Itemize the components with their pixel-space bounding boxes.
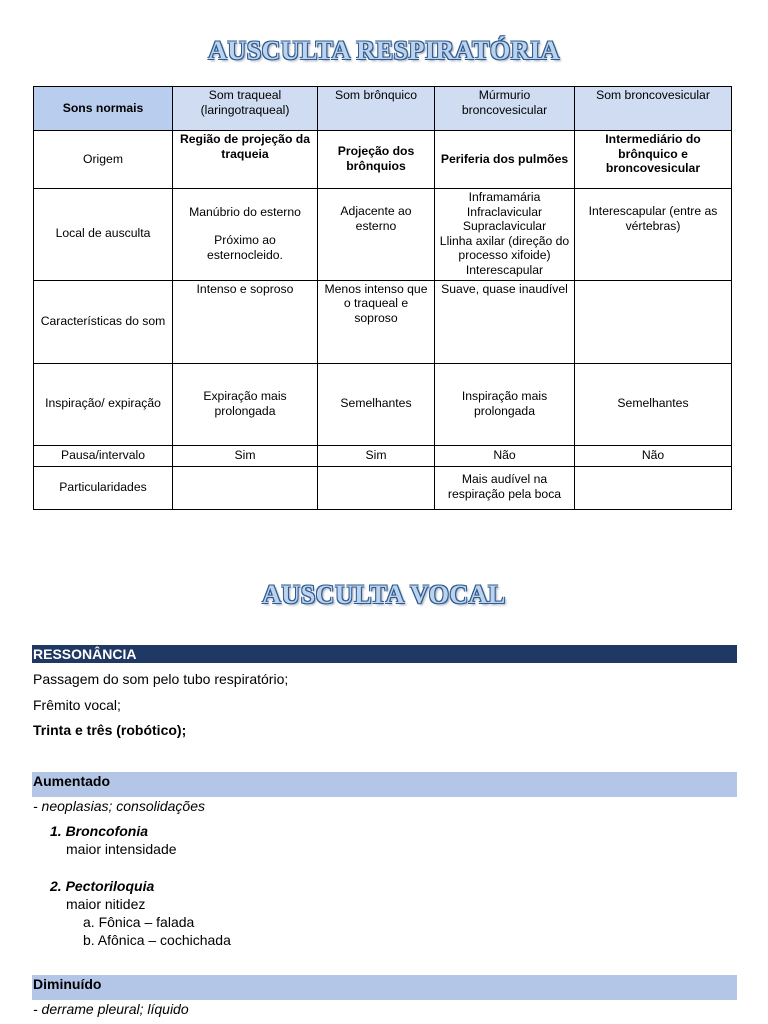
table-row <box>34 445 732 466</box>
diminuido-cause: - derrame pleural; líquido <box>33 1001 189 1017</box>
cell-pausa-2: Sim <box>318 445 435 466</box>
table-header-row <box>34 87 732 131</box>
cell-local-3-line: Interescapular <box>465 262 544 277</box>
ressonancia-line: Passagem do som pelo tubo respiratório; <box>33 671 289 687</box>
table-row <box>34 466 732 509</box>
broncofonia-desc: maior intensidade <box>66 841 177 857</box>
aumentado-cause: - neoplasias; consolidações <box>33 798 205 814</box>
row-label-origem: Origem <box>34 131 173 189</box>
cell-local-3-line: Llinha axilar (direção do processo xifoide) <box>439 233 570 263</box>
cell-local-1b: Próximo ao esternocleido. <box>207 233 283 263</box>
diminuido-heading: Diminuído <box>32 975 737 1000</box>
cell-local-2: Adjacente ao esterno <box>318 189 435 281</box>
fonica-item: a. Fônica – falada <box>83 914 195 930</box>
pectoriloquia-title: 2. Pectoriloquia <box>50 878 155 894</box>
table-row <box>34 363 732 445</box>
cell-local-3-line: Inframamária <box>468 190 541 204</box>
cell-pausa-1: Sim <box>173 445 318 466</box>
header-bronchovesicular: Som broncovesicular <box>575 87 732 131</box>
cell-particularidades-4 <box>575 466 732 509</box>
header-vesicular: Múrmurio broncovesicular <box>435 87 575 131</box>
ressonancia-line: Trinta e três (robótico); <box>33 722 187 738</box>
cell-local-3-line: Infraclavicular <box>466 204 543 219</box>
row-label-local: Local de ausculta <box>34 189 173 281</box>
row-label-caracteristicas: Características do som <box>34 280 173 363</box>
row-label-pausa: Pausa/intervalo <box>34 445 173 466</box>
cell-insp-2: Semelhantes <box>318 363 435 445</box>
cell-particularidades-1 <box>173 466 318 509</box>
cell-caracteristicas-4 <box>575 280 732 363</box>
ressonancia-line: Frêmito vocal; <box>33 697 121 713</box>
cell-origem-4: Intermediário do brônquico e broncovesicular <box>575 131 732 189</box>
cell-insp-3: Inspiração mais prolongada <box>435 363 575 445</box>
aumentado-heading: Aumentado <box>32 772 737 797</box>
header-bronchial: Som brônquico <box>318 87 435 131</box>
respiratory-title: AUSCULTA RESPIRATÓRIA <box>208 36 560 65</box>
auscultation-table <box>33 86 732 510</box>
row-label-particularidades: Particularidades <box>34 466 173 509</box>
broncofonia-title: 1. Broncofonia <box>50 823 149 839</box>
header-tracheal: Som traqueal (laringotraqueal) <box>173 87 318 131</box>
cell-local-1a: Manúbrio do esterno <box>189 204 301 219</box>
cell-local-3 <box>435 189 575 281</box>
cell-origem-2: Projeção dos brônquios <box>318 131 435 189</box>
cell-caracteristicas-2: Menos intenso que o traqueal e soproso <box>318 280 435 363</box>
cell-pausa-4: Não <box>575 445 732 466</box>
cell-particularidades-3: Mais audível na respiração pela boca <box>435 466 575 509</box>
header-corner: Sons normais <box>34 87 173 131</box>
cell-particularidades-2 <box>318 466 435 509</box>
table-row <box>34 131 732 189</box>
cell-origem-1: Região de projeção da traqueia <box>173 131 318 189</box>
cell-origem-3: Periferia dos pulmões <box>435 131 575 189</box>
cell-local-4: Interescapular (entre as vértebras) <box>575 189 732 281</box>
cell-caracteristicas-3: Suave, quase inaudível <box>435 280 575 363</box>
row-label-insp: Inspiração/ expiração <box>34 363 173 445</box>
ressonancia-heading: RESSONÂNCIA <box>32 645 737 663</box>
afonica-item: b. Afônica – cochichada <box>83 932 231 948</box>
table-row <box>34 280 732 363</box>
cell-insp-1: Expiração mais prolongada <box>173 363 318 445</box>
pectoriloquia-desc: maior nitidez <box>66 896 146 912</box>
cell-insp-4: Semelhantes <box>575 363 732 445</box>
cell-pausa-3: Não <box>435 445 575 466</box>
cell-caracteristicas-1: Intenso e soproso <box>173 280 318 363</box>
table-row <box>34 189 732 281</box>
vocal-title: AUSCULTA VOCAL <box>262 580 506 609</box>
cell-local-1 <box>173 189 318 281</box>
cell-local-3-line: Supraclavicular <box>462 219 547 234</box>
